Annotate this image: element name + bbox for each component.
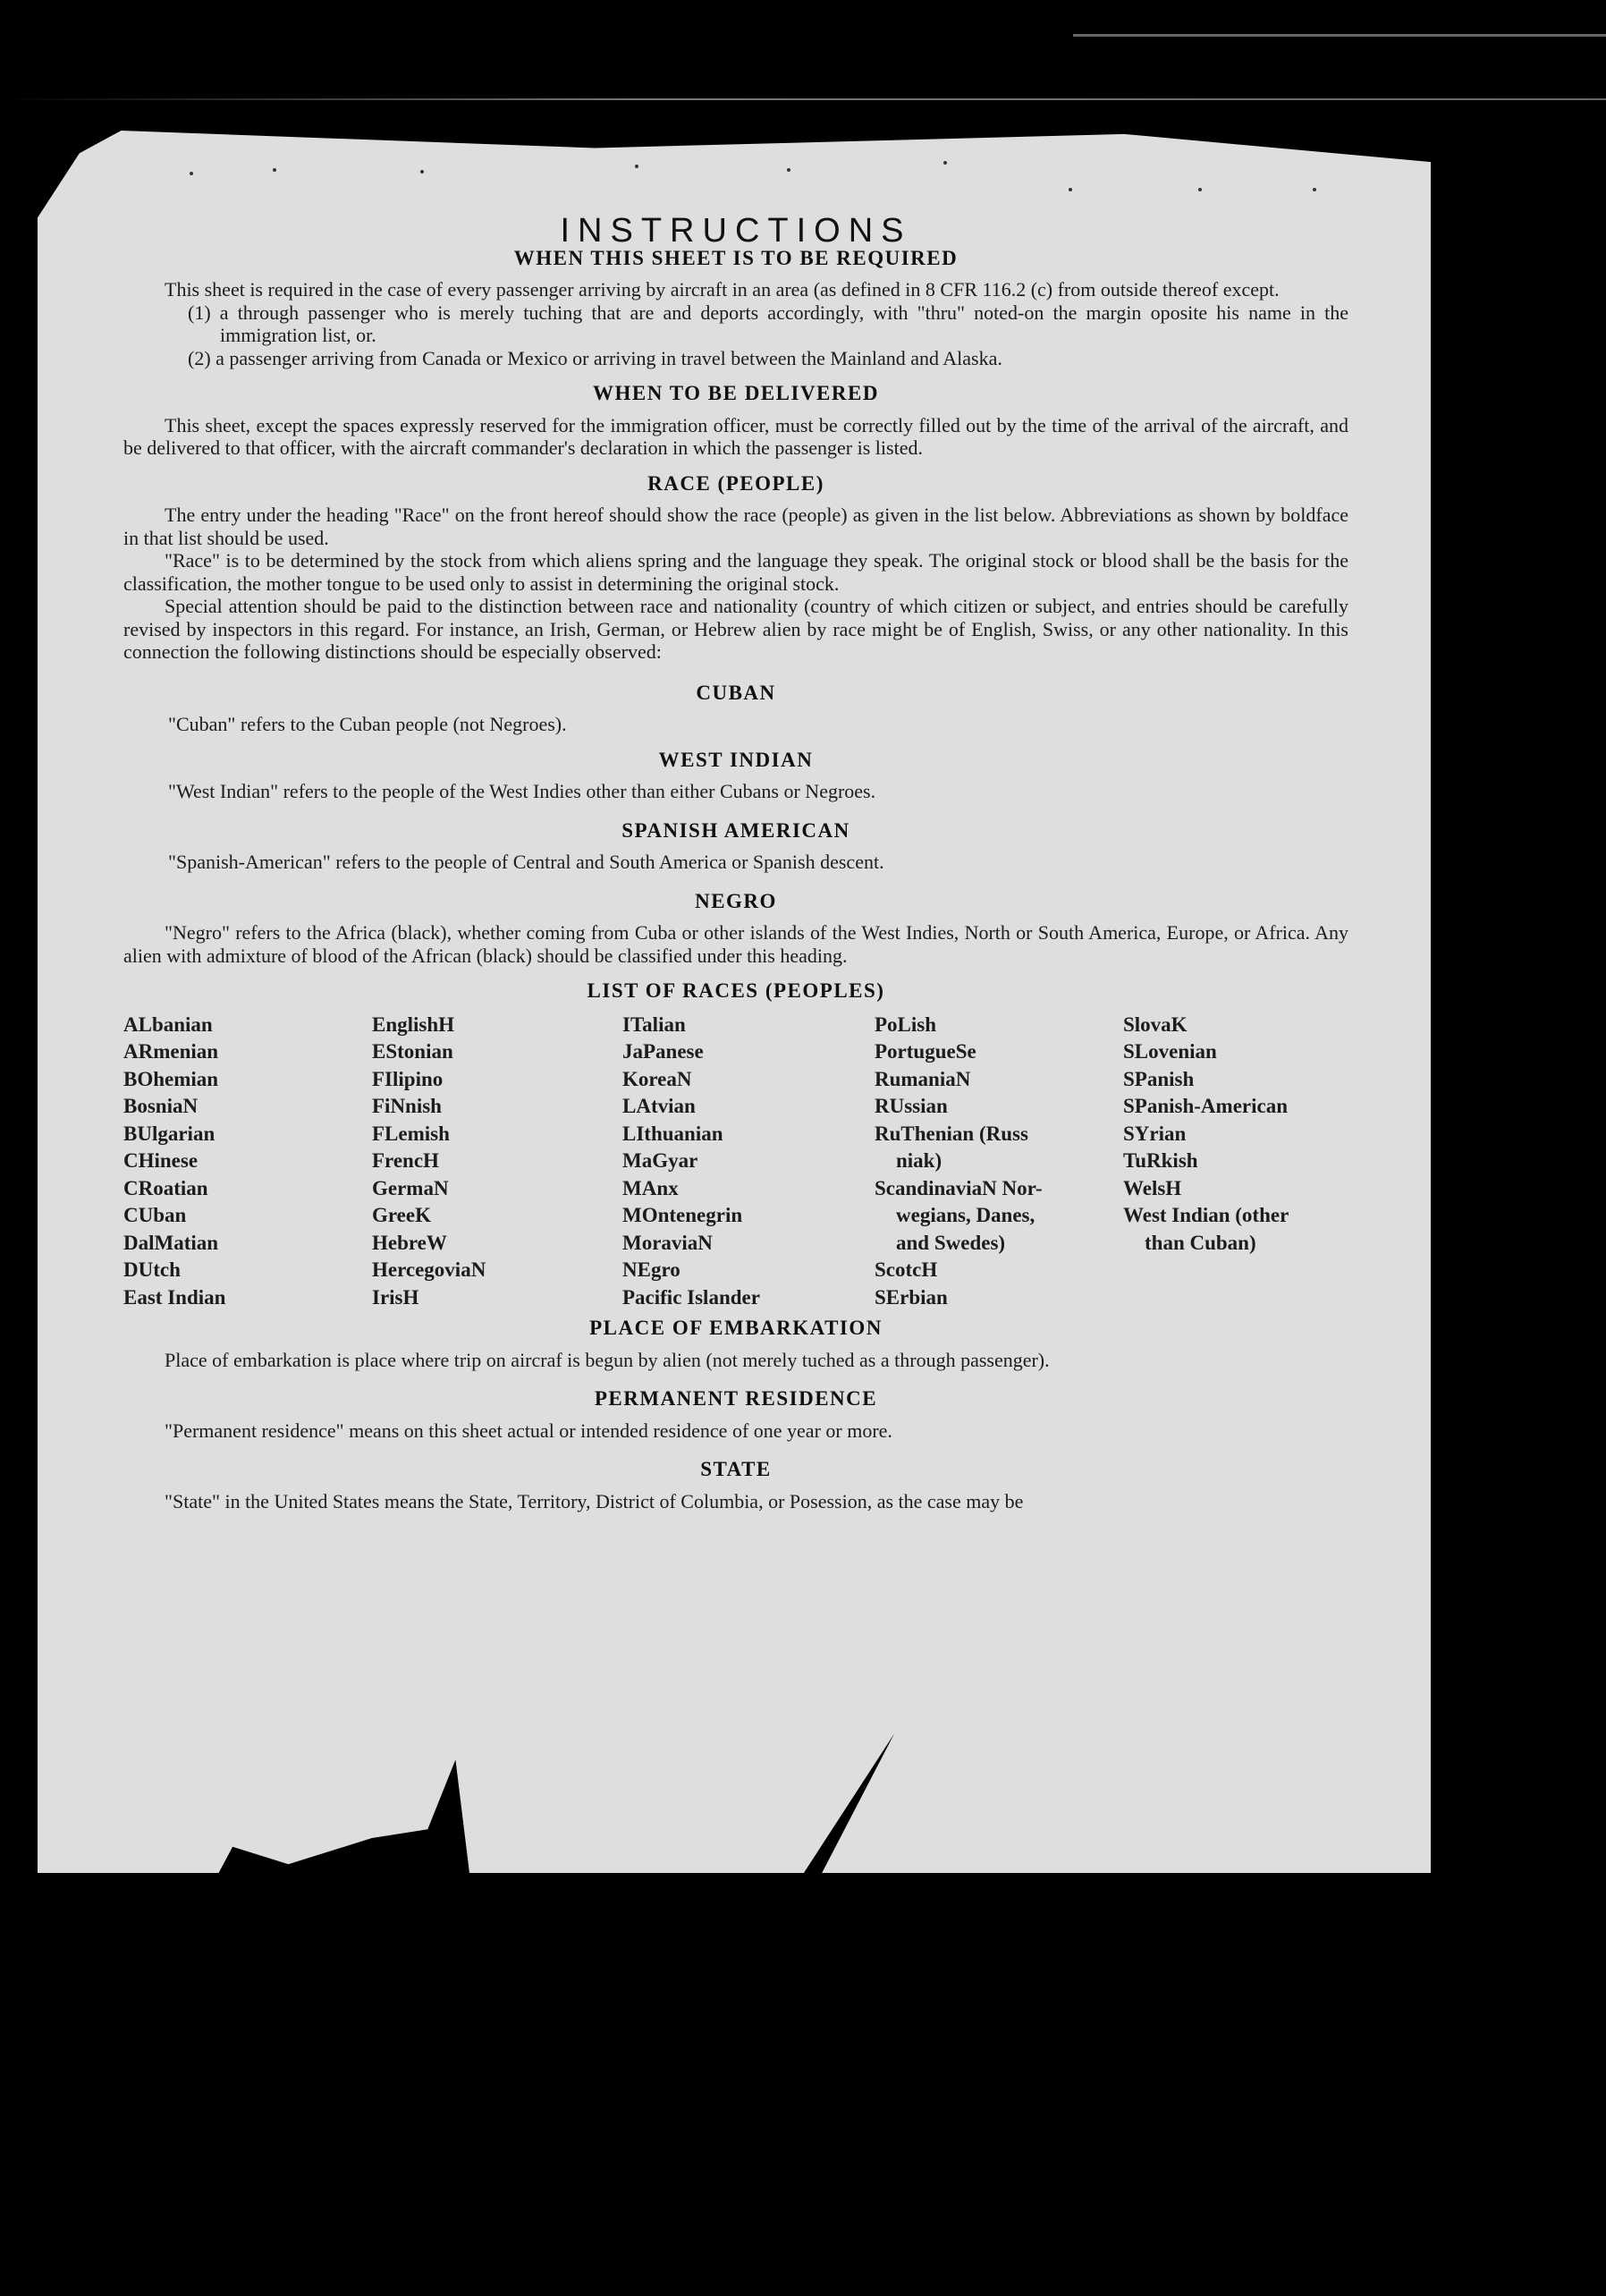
race-item: SErbian	[875, 1285, 948, 1309]
race-item: CUban	[123, 1204, 187, 1226]
race-item: JaPanese	[622, 1040, 704, 1063]
race-item: wegians, Danes,	[896, 1204, 1035, 1226]
race-item: CHinese	[123, 1149, 199, 1172]
race-item: GreeK	[372, 1204, 431, 1226]
spanish-american-text: "Spanish-American" refers to the people of Central and South America or Spanish descent.	[168, 851, 884, 873]
race-item: MAnx	[622, 1176, 679, 1199]
race-item: DalMatian	[123, 1231, 219, 1254]
race-item: KoreaN	[622, 1067, 692, 1090]
race-item: ALbanian	[123, 1012, 213, 1036]
race-item: MoraviaN	[622, 1231, 713, 1254]
race-item: FLemish	[372, 1122, 450, 1145]
race-item: BosniaN	[123, 1095, 199, 1117]
race-item: West Indian (other	[1123, 1204, 1289, 1226]
cuban-text: "Cuban" refers to the Cuban people (not Negroes).	[168, 713, 567, 735]
race-item: LAtvian	[622, 1095, 696, 1117]
race-item: RumaniaN	[875, 1067, 971, 1090]
race-item: NEgro	[622, 1258, 680, 1281]
exception-1: (1) a through passenger who is merely tuching that are and deports accordingly, with "thru" noted-on the margin oposite his name in the immigration list, or.	[188, 301, 1348, 346]
race-item: TuRkish	[1123, 1149, 1198, 1172]
race-item: SPanish-American	[1123, 1095, 1288, 1117]
race-item: than Cuban)	[1145, 1231, 1256, 1254]
race-item: LIthuanian	[622, 1122, 723, 1145]
heading-place-of-embarkation: PLACE OF EMBARKATION	[589, 1317, 883, 1339]
races-table	[123, 1012, 1348, 1312]
races-column-1	[123, 1012, 372, 1312]
delivered-text: This sheet, except the spaces expressly reserved for the immigration officer, must be correctly filled out by the time of the arrival of the aircraft, and be delivered to that officer, with the aircraft commander's declaration in which the passenger is listed.	[123, 413, 1348, 459]
permanent-residence-text: "Permanent residence" means on this sheet actual or intended residence of one year or more.	[165, 1419, 892, 1442]
race-item: SLovenian	[1123, 1040, 1217, 1063]
race-item: PortugueSe	[875, 1040, 976, 1063]
race-item: niak)	[896, 1149, 942, 1172]
race-item: CRoatian	[123, 1176, 208, 1199]
heading-list-of-races: LIST OF RACES (PEOPLES)	[587, 979, 885, 1002]
race-paragraph-3: Special attention should be paid to the distinction between race and nationality (country of which citizen or subject, and entries should be carefully revised by inspectors in this regard. For instance, an Irish, German, or Hebrew alien by race might be of English, Swiss, or any other nationality. In this connection the following distinctions should be especially observed:	[123, 595, 1348, 663]
race-item: MaGyar	[622, 1149, 698, 1172]
race-item: ITalian	[622, 1012, 686, 1036]
race-item: East Indian	[123, 1285, 226, 1309]
race-item: SPanish	[1123, 1067, 1195, 1090]
race-item: and Swedes)	[896, 1231, 1006, 1254]
races-column-3	[622, 1012, 875, 1312]
race-item: ScandinaviaN Nor-	[875, 1176, 1043, 1199]
race-item: EStonian	[372, 1040, 453, 1063]
heading-when-delivered: WHEN TO BE DELIVERED	[593, 382, 879, 404]
race-item: SlovaK	[1123, 1012, 1188, 1036]
race-item: BOhemian	[123, 1067, 219, 1090]
page-title: INSTRUCTIONS	[560, 212, 912, 250]
race-item: MOntenegrin	[622, 1204, 743, 1226]
heading-state: STATE	[700, 1458, 772, 1480]
heading-negro: NEGRO	[695, 889, 777, 912]
required-intro: This sheet is required in the case of every passenger arriving by aircraft in an area (as defined in 8 CFR 116.2 (c) from outside thereof except.	[165, 278, 1280, 301]
embarkation-text: Place of embarkation is place where trip on aircraf is begun by alien (not merely tuched as a through passenger).	[165, 1348, 1050, 1371]
film-scratch-line	[0, 98, 1606, 100]
races-column-5	[1123, 1012, 1356, 1312]
film-scratch-line	[1073, 34, 1606, 37]
race-item: FrencH	[372, 1149, 439, 1172]
heading-when-required: WHEN THIS SHEET IS TO BE REQUIRED	[513, 246, 959, 269]
race-item: ARmenian	[123, 1040, 219, 1063]
race-paragraph-2: "Race" is to be determined by the stock from which aliens spring and the language they speak. The original stock or blood shall be the basis for the classification, the mother tongue to be used only to assist in determining the original stock.	[123, 549, 1348, 595]
race-item: BUlgarian	[123, 1122, 216, 1145]
exception-2: (2) a passenger arriving from Canada or Mexico or arriving in travel between the Mainland and Alaska.	[188, 346, 1002, 369]
race-item: GermaN	[372, 1176, 449, 1199]
race-item: HebreW	[372, 1231, 447, 1254]
heading-permanent-residence: PERMANENT RESIDENCE	[594, 1387, 878, 1410]
race-paragraph-1: The entry under the heading "Race" on the front hereof should show the race (people) as given in the list below. Abbreviations as shown by boldface in that list should be used.	[123, 504, 1348, 549]
race-item: ScotcH	[875, 1258, 938, 1281]
race-item: RuThenian (Russ	[875, 1122, 1028, 1145]
west-indian-text: "West Indian" refers to the people of the West Indies other than either Cubans or Negroes.	[168, 780, 876, 802]
race-item: HercegoviaN	[372, 1258, 486, 1281]
negro-text: "Negro" refers to the Africa (black), whether coming from Cuba or other islands of the West Indies, North or South America, Europe, or Africa. Any alien with admixture of blood of the African (black) should be classified under this heading.	[123, 921, 1348, 967]
race-item: RUssian	[875, 1095, 948, 1117]
race-item: EnglishH	[372, 1012, 455, 1036]
races-column-4	[875, 1012, 1123, 1312]
state-text: "State" in the United States means the State, Territory, District of Columbia, or Posession, as the case may be	[165, 1489, 1024, 1512]
race-item: SYrian	[1123, 1122, 1187, 1145]
race-item: PoLish	[875, 1012, 937, 1036]
race-item: Pacific Islander	[622, 1285, 760, 1309]
race-item: FiNnish	[372, 1095, 442, 1117]
race-item: FIlipino	[372, 1067, 444, 1090]
race-item: WelsH	[1123, 1176, 1182, 1199]
instructions-document	[123, 211, 1348, 1512]
heading-race: RACE (PEOPLE)	[647, 471, 824, 495]
races-column-2	[372, 1012, 622, 1312]
race-item: DUtch	[123, 1258, 181, 1281]
heading-spanish-american: SPANISH AMERICAN	[621, 818, 850, 842]
heading-cuban: CUBAN	[696, 681, 776, 704]
heading-west-indian: WEST INDIAN	[658, 748, 814, 771]
race-item: IrisH	[372, 1285, 419, 1309]
